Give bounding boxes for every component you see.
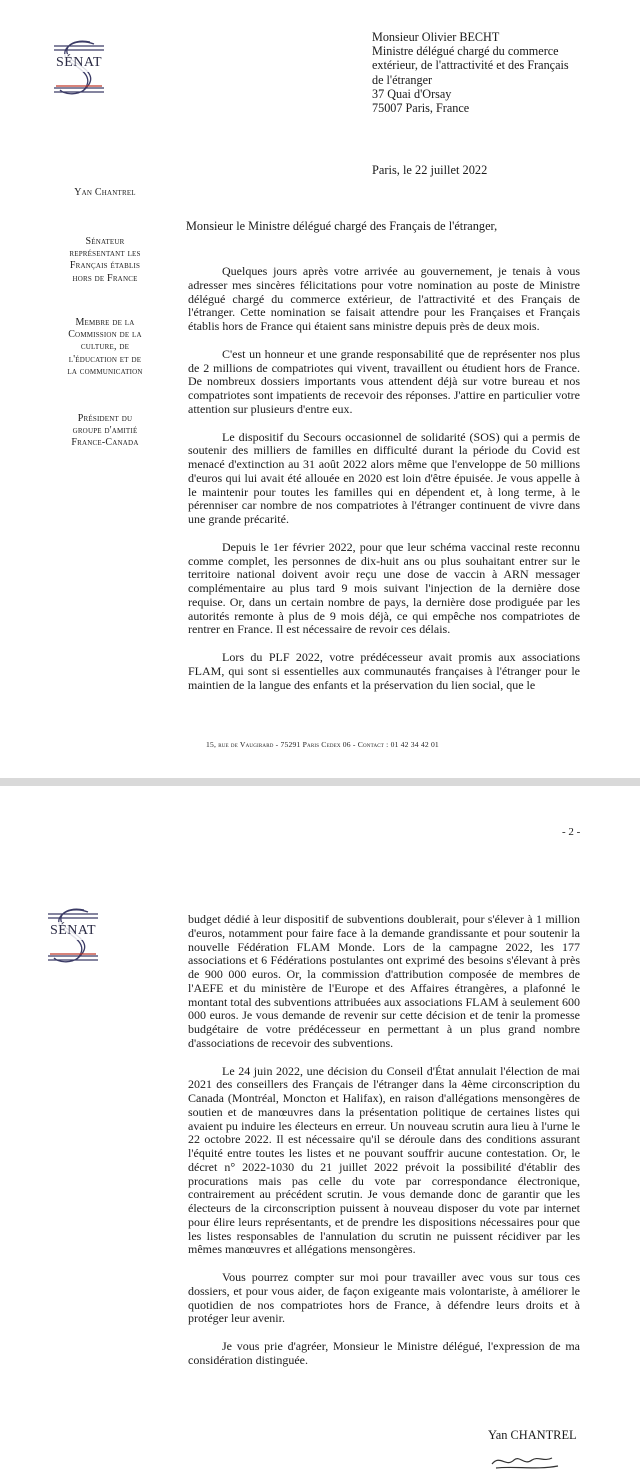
recipient-line: Ministre délégué chargé du commerce xyxy=(372,44,559,59)
paragraph: Le 24 juin 2022, une décision du Conseil d'État annulait l'élection de mai 2021 des conseillers des Français de l'étranger dans la 4ème circonscription du Canada (Montréal, Moncton et Halifax), en raison d'allégations mensongères de soutien et de manœuvres dans la présentation politique de certaines listes qui avaient pu induire les électeurs en erreur. Un nouveau scrutin aura lieu à l'urne le 22 octobre 2022. Il est nécessaire qu'il se déroule dans des conditions assurant l'équité entre toutes les listes et ne pouvant souffrir aucune contestation. Or, le décret n° 2022-1030 du 21 juillet 2022 prévoit la possibilité d'établir des procurations mais pas celle du vote par correspondance électronique, contrairement au précédent scrutin. Je vous demande donc de garantir que les électeurs de la circonscription puissent à nouveau disposer du vote par internet pour élire leurs représentants, et de prendre les dispositions nécessaires pour que les listes responsables de l'annulation du scrutin ne puissent récidiver par les mêmes manœuvres et allégations mensongères. xyxy=(188,1063,580,1257)
senat-logo xyxy=(46,36,112,102)
page-number: - 2 - xyxy=(562,826,581,838)
signature-name: Yan CHANTREL xyxy=(488,1428,577,1442)
letter-body-page-2 xyxy=(188,913,580,1382)
sender-role-friendship-group: Président du groupe d'amitié France-Canada xyxy=(71,413,139,449)
senat-logo-text: SÉNAT xyxy=(46,54,112,72)
paragraph: Je vous prie d'agréer, Monsieur le Ministre délégué, l'expression de ma considération distinguée. xyxy=(188,1339,580,1367)
handwritten-signature xyxy=(486,1446,566,1481)
sender-role-senator: Sénateur représentant les Français établis hors de France xyxy=(69,236,141,284)
paragraph: Depuis le 1er février 2022, pour que leur schéma vaccinal reste reconnu comme complet, les personnes de dix-huit ans ou plus souhaitant entrer sur le territoire national doivent avoir reçu une dose de vaccin à ARN messager complémentaire au plus tard 9 mois suivant l'injection de la dernière dose requise. Or, dans un certain nombre de pays, la dernière dose prodiguée par les autorités remonte à plus de 9 mois déjà, ce qui empêche nos compatriotes de rentrer en France. Il est nécessaire de revoir ces délais. xyxy=(188,539,580,637)
letter-body-page-1 xyxy=(188,265,580,706)
paragraph: Vous pourrez compter sur moi pour travailler avec vous sur tous ces dossiers, et pour vous aider, de façon exigeante mais volontariste, à améliorer le quotidien de nos compatriotes hors de France, à défendre leurs droits et à protéger leur avenir. xyxy=(188,1270,580,1326)
page-footer-contact: 15, rue de Vaugirard - 75291 Paris Cedex 06 - Contact : 01 42 34 42 01 xyxy=(206,740,439,749)
recipient-line: 37 Quai d'Orsay xyxy=(372,86,452,101)
sender-role-commission: Membre de la Commission de la culture, de l'éducation et de la communication xyxy=(67,317,143,377)
letter-page-2 xyxy=(0,786,640,1484)
paragraph: Lors du PLF 2022, votre prédécesseur avait promis aux associations FLAM, qui sont si essentielles aux communautés françaises à l'étranger pour le maintien de la langue des enfants et la préservation du lien social, que le xyxy=(188,650,580,692)
letter-date: Paris, le 22 juillet 2022 xyxy=(372,163,488,177)
recipient-line: 75007 Paris, France xyxy=(372,101,470,116)
sender-name: Yan Chantrel xyxy=(74,187,136,198)
recipient-line: extérieur, de l'attractivité et des Français xyxy=(372,58,569,73)
recipient-line: de l'étranger xyxy=(372,72,433,87)
senat-logo-text: SÉNAT xyxy=(40,922,106,940)
recipient-line: Monsieur Olivier BECHT xyxy=(372,30,500,44)
paragraph: budget dédié à leur dispositif de subventions doublerait, pour s'élever à 1 million d'euros, notamment pour faire face à la demande grandissante et pour soutenir la nouvelle Fédération FLAM Monde. Lors de la campagne 2022, les 177 associations et 6 Fédérations postulantes ont exprimé des besoins s'élevant à près de 900 000 euros. Or, la commission d'attribution composée de membres de l'AEFE et du ministère de l'Europe et des Affaires étrangères, a plafonné le montant total des subventions attribuées aux associations FLAM à seulement 600 000 euros. Je vous demande de revenir sur cette décision et de tenir la promesse budgétaire de votre prédécesseur en permettant à un plus grand nombre d'associations de recevoir des subventions. xyxy=(188,912,580,1050)
recipient-address xyxy=(372,30,632,115)
paragraph: Le dispositif du Secours occasionnel de solidarité (SOS) qui a permis de soutenir des milliers de familles en difficulté durant la période du Covid est menacé d'extinction au 31 août 2022 alors même que l'enveloppe de 50 millions d'euros qui lui avait été allouée en 2020 est loin d'être épuisée. Je vous appelle à le maintenir pour toutes les familles qui en dépendent et, à long terme, à le pérenniser car nombre de nos compatriotes à l'étranger continuent de vivre dans une grande précarité. xyxy=(188,429,580,526)
paragraph: Quelques jours après votre arrivée au gouvernement, je tenais à vous adresser mes sincères félicitations pour votre nomination au poste de Ministre délégué chargé du commerce extérieur, de l'attractivité et des Français de l'étranger. Cette nomination se faisait attendre pour les Françaises et Français établis hors de France qui étaient sans ministre depuis près de deux mois. xyxy=(188,264,580,333)
senat-logo xyxy=(40,904,106,970)
paragraph: C'est un honneur et une grande responsabilité que de représenter nos plus de 2 millions de compatriotes qui vivent, travaillent ou étudient hors de France. De nombreux dossiers importants vous attendent déjà sur votre bureau et nos compatriotes sont impatients de recevoir des réponses. J'attire en particulier votre attention sur plusieurs d'entre eux. xyxy=(188,346,580,416)
salutation: Monsieur le Ministre délégué chargé des Français de l'étranger, xyxy=(186,219,498,233)
